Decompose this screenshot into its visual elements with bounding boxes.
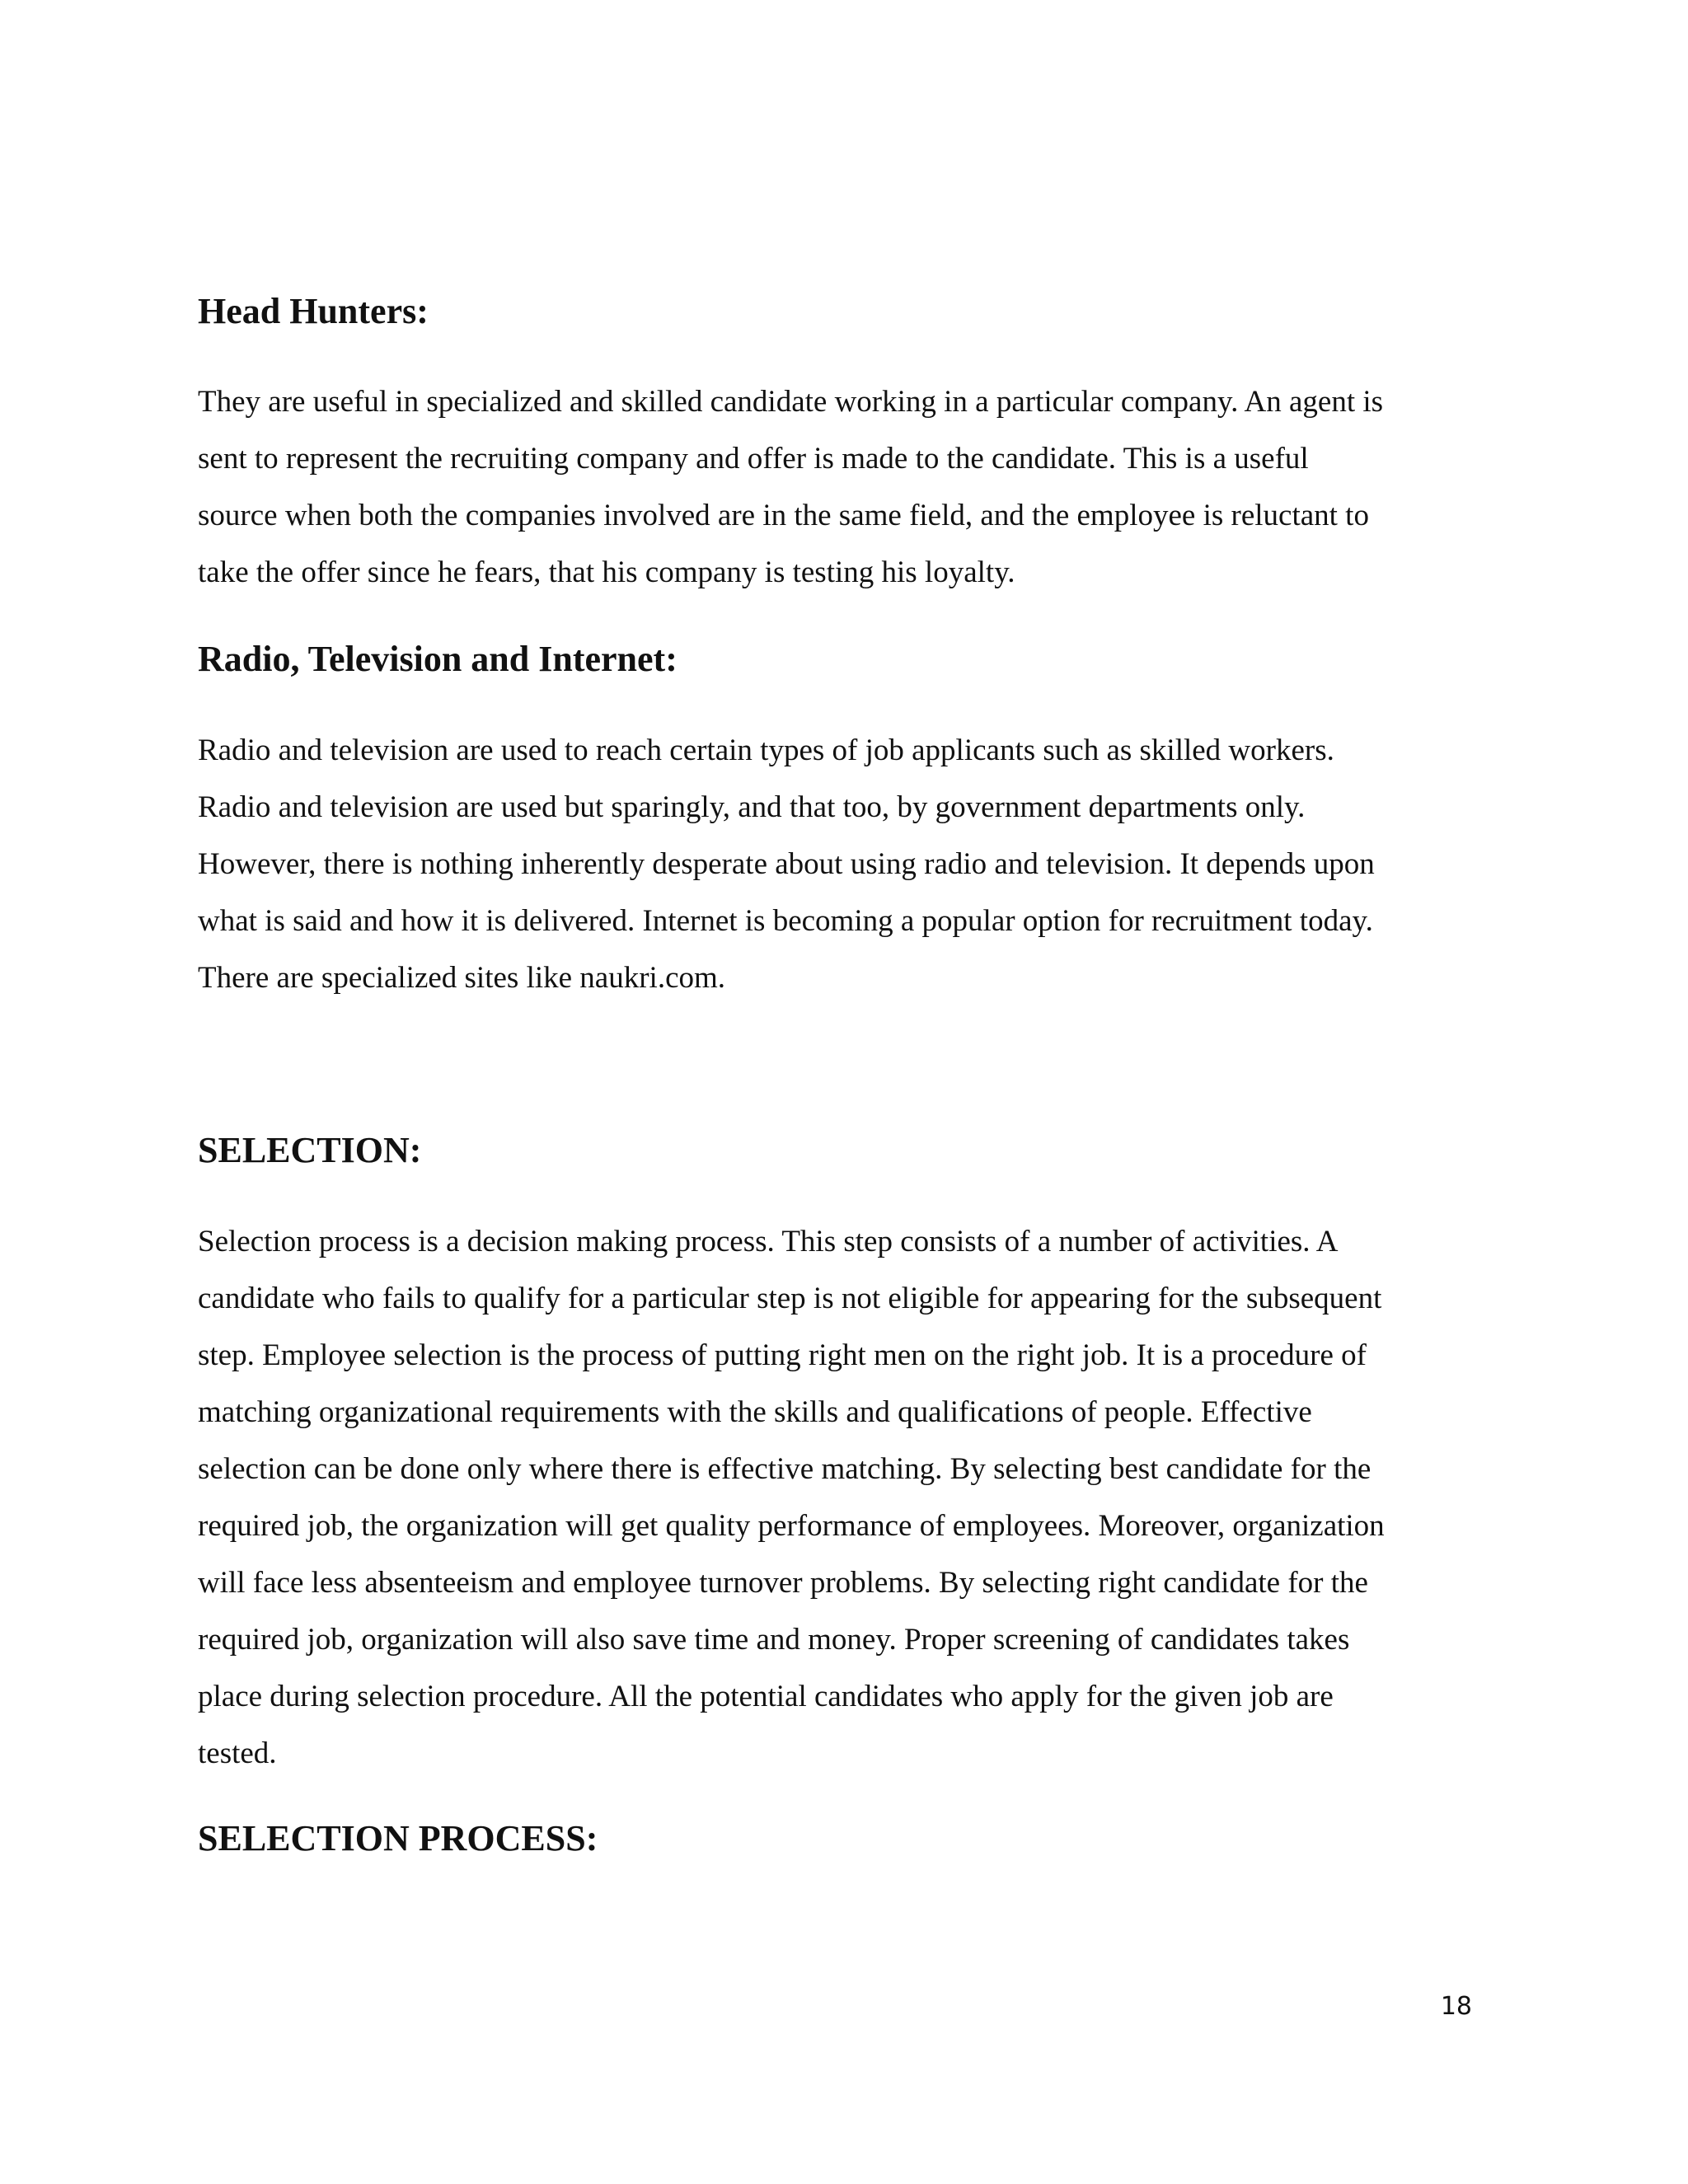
text-line: take the offer since he fears, that his company is testing his loyalty.: [198, 555, 1015, 589]
text-line: what is said and how it is delivered. Internet is becoming a popular option for recruitment today.: [198, 904, 1373, 938]
text-line: step. Employee selection is the process of putting right men on the right job. It is a procedure of: [198, 1338, 1367, 1372]
paragraph-radio-television-internet: [198, 722, 1500, 1006]
text-line: Radio and television are used but sparingly, and that too, by government departments only.: [198, 790, 1306, 824]
text-line: Selection process is a decision making process. This step consists of a number of activities. A: [198, 1225, 1339, 1258]
text-line: sent to represent the recruiting company and offer is made to the candidate. This is a useful: [198, 442, 1309, 476]
paragraph-head-hunters: [198, 373, 1500, 601]
text-line: selection can be done only where there is effective matching. By selecting best candidate for the: [198, 1452, 1372, 1486]
text-line: tested.: [198, 1736, 277, 1770]
text-line: required job, organization will also save time and money. Proper screening of candidates takes: [198, 1623, 1350, 1657]
page-number: 18: [1440, 1992, 1472, 2021]
heading-radio-television-internet: Radio, Television and Internet:: [198, 639, 678, 679]
text-line: will face less absenteeism and employee turnover problems. By selecting right candidate for the: [198, 1566, 1368, 1600]
text-line: source when both the companies involved are in the same field, and the employee is reluctant to: [198, 499, 1369, 532]
text-line: candidate who fails to qualify for a particular step is not eligible for appearing for the subsequent: [198, 1282, 1382, 1315]
text-line: Radio and television are used to reach certain types of job applicants such as skilled workers.: [198, 733, 1334, 767]
text-line: required job, the organization will get quality performance of employees. Moreover, organization: [198, 1509, 1385, 1543]
heading-selection: SELECTION:: [198, 1130, 422, 1170]
heading-head-hunters: Head Hunters:: [198, 291, 429, 331]
text-line: However, there is nothing inherently desperate about using radio and television. It depends upon: [198, 847, 1375, 881]
text-line: They are useful in specialized and skilled candidate working in a particular company. An agent is: [198, 385, 1384, 419]
heading-selection-process: SELECTION PROCESS:: [198, 1818, 598, 1858]
text-line: place during selection procedure. All the potential candidates who apply for the given job are: [198, 1680, 1334, 1713]
text-line: matching organizational requirements with the skills and qualifications of people. Effective: [198, 1395, 1312, 1429]
paragraph-selection: [198, 1213, 1500, 1782]
text-line: There are specialized sites like naukri.com.: [198, 961, 726, 995]
